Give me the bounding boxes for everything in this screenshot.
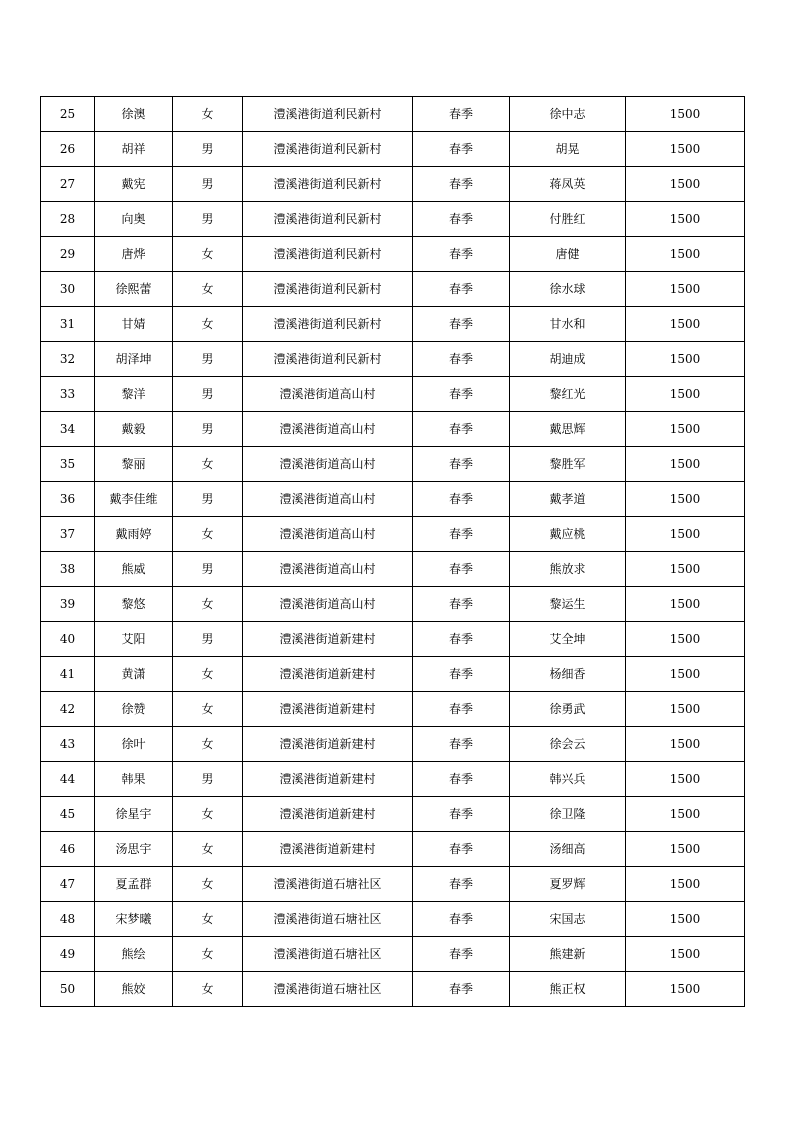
amount-cell: 1500 — [626, 937, 745, 972]
row-number-cell: 46 — [41, 832, 95, 867]
address-cell: 澧溪港街道利民新村 — [243, 342, 413, 377]
student-name-cell: 汤思宇 — [95, 832, 173, 867]
address-cell: 澧溪港街道新建村 — [243, 657, 413, 692]
gender-cell: 女 — [173, 972, 243, 1007]
table-row — [41, 307, 745, 342]
season-cell: 春季 — [413, 762, 510, 797]
address-cell: 澧溪港街道高山村 — [243, 377, 413, 412]
amount-cell: 1500 — [626, 902, 745, 937]
address-cell: 澧溪港街道石塘社区 — [243, 902, 413, 937]
guardian-name-cell: 宋国志 — [510, 902, 626, 937]
guardian-name-cell: 夏罗辉 — [510, 867, 626, 902]
table-row — [41, 97, 745, 132]
row-number-cell: 43 — [41, 727, 95, 762]
guardian-name-cell: 付胜红 — [510, 202, 626, 237]
table-row — [41, 972, 745, 1007]
table-row — [41, 377, 745, 412]
student-name-cell: 唐烨 — [95, 237, 173, 272]
amount-cell: 1500 — [626, 587, 745, 622]
season-cell: 春季 — [413, 727, 510, 762]
guardian-name-cell: 汤细高 — [510, 832, 626, 867]
address-cell: 澧溪港街道高山村 — [243, 552, 413, 587]
gender-cell: 男 — [173, 762, 243, 797]
address-cell: 澧溪港街道高山村 — [243, 517, 413, 552]
gender-cell: 女 — [173, 237, 243, 272]
table-row — [41, 342, 745, 377]
table-row — [41, 762, 745, 797]
student-name-cell: 熊威 — [95, 552, 173, 587]
amount-cell: 1500 — [626, 447, 745, 482]
address-cell: 澧溪港街道利民新村 — [243, 97, 413, 132]
table-row — [41, 622, 745, 657]
roster-table-container — [40, 96, 744, 1007]
table-row — [41, 202, 745, 237]
amount-cell: 1500 — [626, 132, 745, 167]
amount-cell: 1500 — [626, 307, 745, 342]
table-row — [41, 237, 745, 272]
row-number-cell: 50 — [41, 972, 95, 1007]
gender-cell: 男 — [173, 132, 243, 167]
gender-cell: 女 — [173, 867, 243, 902]
gender-cell: 女 — [173, 657, 243, 692]
table-row — [41, 797, 745, 832]
row-number-cell: 38 — [41, 552, 95, 587]
gender-cell: 女 — [173, 692, 243, 727]
table-row — [41, 412, 745, 447]
row-number-cell: 39 — [41, 587, 95, 622]
address-cell: 澧溪港街道高山村 — [243, 482, 413, 517]
row-number-cell: 48 — [41, 902, 95, 937]
student-name-cell: 胡泽坤 — [95, 342, 173, 377]
season-cell: 春季 — [413, 237, 510, 272]
guardian-name-cell: 徐中志 — [510, 97, 626, 132]
address-cell: 澧溪港街道新建村 — [243, 622, 413, 657]
season-cell: 春季 — [413, 167, 510, 202]
season-cell: 春季 — [413, 867, 510, 902]
gender-cell: 男 — [173, 622, 243, 657]
guardian-name-cell: 徐勇武 — [510, 692, 626, 727]
student-name-cell: 熊姣 — [95, 972, 173, 1007]
guardian-name-cell: 徐水球 — [510, 272, 626, 307]
table-row — [41, 937, 745, 972]
row-number-cell: 32 — [41, 342, 95, 377]
row-number-cell: 25 — [41, 97, 95, 132]
amount-cell: 1500 — [626, 97, 745, 132]
table-row — [41, 727, 745, 762]
student-name-cell: 艾阳 — [95, 622, 173, 657]
season-cell: 春季 — [413, 552, 510, 587]
table-row — [41, 132, 745, 167]
amount-cell: 1500 — [626, 202, 745, 237]
season-cell: 春季 — [413, 832, 510, 867]
gender-cell: 男 — [173, 482, 243, 517]
season-cell: 春季 — [413, 377, 510, 412]
table-row — [41, 517, 745, 552]
gender-cell: 男 — [173, 167, 243, 202]
guardian-name-cell: 胡迪成 — [510, 342, 626, 377]
row-number-cell: 29 — [41, 237, 95, 272]
guardian-name-cell: 熊放求 — [510, 552, 626, 587]
row-number-cell: 42 — [41, 692, 95, 727]
student-name-cell: 戴李佳维 — [95, 482, 173, 517]
row-number-cell: 47 — [41, 867, 95, 902]
gender-cell: 女 — [173, 727, 243, 762]
guardian-name-cell: 韩兴兵 — [510, 762, 626, 797]
guardian-name-cell: 戴孝道 — [510, 482, 626, 517]
row-number-cell: 31 — [41, 307, 95, 342]
table-row — [41, 167, 745, 202]
amount-cell: 1500 — [626, 622, 745, 657]
amount-cell: 1500 — [626, 832, 745, 867]
guardian-name-cell: 艾全坤 — [510, 622, 626, 657]
table-row — [41, 587, 745, 622]
student-name-cell: 徐澳 — [95, 97, 173, 132]
gender-cell: 女 — [173, 517, 243, 552]
amount-cell: 1500 — [626, 972, 745, 1007]
address-cell: 澧溪港街道新建村 — [243, 727, 413, 762]
gender-cell: 女 — [173, 447, 243, 482]
season-cell: 春季 — [413, 412, 510, 447]
student-name-cell: 徐熙蕾 — [95, 272, 173, 307]
gender-cell: 女 — [173, 587, 243, 622]
season-cell: 春季 — [413, 482, 510, 517]
amount-cell: 1500 — [626, 867, 745, 902]
guardian-name-cell: 熊正权 — [510, 972, 626, 1007]
table-row — [41, 832, 745, 867]
guardian-name-cell: 唐健 — [510, 237, 626, 272]
season-cell: 春季 — [413, 97, 510, 132]
gender-cell: 男 — [173, 377, 243, 412]
amount-cell: 1500 — [626, 517, 745, 552]
row-number-cell: 28 — [41, 202, 95, 237]
student-name-cell: 黎悠 — [95, 587, 173, 622]
row-number-cell: 49 — [41, 937, 95, 972]
address-cell: 澧溪港街道利民新村 — [243, 307, 413, 342]
student-name-cell: 徐叶 — [95, 727, 173, 762]
row-number-cell: 30 — [41, 272, 95, 307]
amount-cell: 1500 — [626, 237, 745, 272]
season-cell: 春季 — [413, 622, 510, 657]
season-cell: 春季 — [413, 272, 510, 307]
gender-cell: 女 — [173, 97, 243, 132]
student-name-cell: 黎丽 — [95, 447, 173, 482]
student-name-cell: 向奥 — [95, 202, 173, 237]
amount-cell: 1500 — [626, 727, 745, 762]
address-cell: 澧溪港街道利民新村 — [243, 237, 413, 272]
address-cell: 澧溪港街道利民新村 — [243, 272, 413, 307]
season-cell: 春季 — [413, 342, 510, 377]
student-name-cell: 熊绘 — [95, 937, 173, 972]
season-cell: 春季 — [413, 692, 510, 727]
gender-cell: 女 — [173, 307, 243, 342]
guardian-name-cell: 黎胜军 — [510, 447, 626, 482]
student-name-cell: 夏孟群 — [95, 867, 173, 902]
gender-cell: 男 — [173, 552, 243, 587]
row-number-cell: 44 — [41, 762, 95, 797]
table-row — [41, 692, 745, 727]
guardian-name-cell: 胡晃 — [510, 132, 626, 167]
student-name-cell: 黎洋 — [95, 377, 173, 412]
table-row — [41, 272, 745, 307]
student-name-cell: 甘婧 — [95, 307, 173, 342]
row-number-cell: 37 — [41, 517, 95, 552]
address-cell: 澧溪港街道利民新村 — [243, 202, 413, 237]
gender-cell: 女 — [173, 937, 243, 972]
table-row — [41, 902, 745, 937]
row-number-cell: 40 — [41, 622, 95, 657]
guardian-name-cell: 戴思辉 — [510, 412, 626, 447]
gender-cell: 女 — [173, 797, 243, 832]
table-row — [41, 447, 745, 482]
address-cell: 澧溪港街道高山村 — [243, 587, 413, 622]
student-name-cell: 徐星宇 — [95, 797, 173, 832]
table-row — [41, 552, 745, 587]
amount-cell: 1500 — [626, 342, 745, 377]
guardian-name-cell: 戴应桃 — [510, 517, 626, 552]
season-cell: 春季 — [413, 132, 510, 167]
season-cell: 春季 — [413, 587, 510, 622]
table-row — [41, 657, 745, 692]
guardian-name-cell: 杨细香 — [510, 657, 626, 692]
student-name-cell: 黄潇 — [95, 657, 173, 692]
guardian-name-cell: 黎红光 — [510, 377, 626, 412]
guardian-name-cell: 蒋凤英 — [510, 167, 626, 202]
gender-cell: 男 — [173, 202, 243, 237]
guardian-name-cell: 甘水和 — [510, 307, 626, 342]
address-cell: 澧溪港街道石塘社区 — [243, 937, 413, 972]
address-cell: 澧溪港街道新建村 — [243, 692, 413, 727]
address-cell: 澧溪港街道石塘社区 — [243, 867, 413, 902]
guardian-name-cell: 熊建新 — [510, 937, 626, 972]
student-name-cell: 徐赞 — [95, 692, 173, 727]
row-number-cell: 45 — [41, 797, 95, 832]
row-number-cell: 41 — [41, 657, 95, 692]
season-cell: 春季 — [413, 517, 510, 552]
student-name-cell: 戴毅 — [95, 412, 173, 447]
guardian-name-cell: 黎运生 — [510, 587, 626, 622]
gender-cell: 女 — [173, 902, 243, 937]
table-row — [41, 482, 745, 517]
gender-cell: 男 — [173, 412, 243, 447]
roster-table — [40, 96, 745, 1007]
address-cell: 澧溪港街道高山村 — [243, 412, 413, 447]
season-cell: 春季 — [413, 447, 510, 482]
season-cell: 春季 — [413, 937, 510, 972]
student-name-cell: 胡祥 — [95, 132, 173, 167]
student-name-cell: 戴宪 — [95, 167, 173, 202]
gender-cell: 女 — [173, 272, 243, 307]
row-number-cell: 35 — [41, 447, 95, 482]
amount-cell: 1500 — [626, 377, 745, 412]
row-number-cell: 33 — [41, 377, 95, 412]
address-cell: 澧溪港街道高山村 — [243, 447, 413, 482]
student-name-cell: 韩果 — [95, 762, 173, 797]
amount-cell: 1500 — [626, 657, 745, 692]
season-cell: 春季 — [413, 202, 510, 237]
row-number-cell: 34 — [41, 412, 95, 447]
amount-cell: 1500 — [626, 552, 745, 587]
guardian-name-cell: 徐会云 — [510, 727, 626, 762]
amount-cell: 1500 — [626, 692, 745, 727]
season-cell: 春季 — [413, 657, 510, 692]
address-cell: 澧溪港街道新建村 — [243, 832, 413, 867]
row-number-cell: 26 — [41, 132, 95, 167]
table-row — [41, 867, 745, 902]
amount-cell: 1500 — [626, 762, 745, 797]
amount-cell: 1500 — [626, 272, 745, 307]
amount-cell: 1500 — [626, 412, 745, 447]
address-cell: 澧溪港街道利民新村 — [243, 167, 413, 202]
row-number-cell: 36 — [41, 482, 95, 517]
student-name-cell: 戴雨婷 — [95, 517, 173, 552]
season-cell: 春季 — [413, 902, 510, 937]
gender-cell: 男 — [173, 342, 243, 377]
address-cell: 澧溪港街道新建村 — [243, 762, 413, 797]
address-cell: 澧溪港街道新建村 — [243, 797, 413, 832]
season-cell: 春季 — [413, 797, 510, 832]
guardian-name-cell: 徐卫隆 — [510, 797, 626, 832]
amount-cell: 1500 — [626, 797, 745, 832]
address-cell: 澧溪港街道石塘社区 — [243, 972, 413, 1007]
season-cell: 春季 — [413, 307, 510, 342]
student-name-cell: 宋梦曦 — [95, 902, 173, 937]
address-cell: 澧溪港街道利民新村 — [243, 132, 413, 167]
season-cell: 春季 — [413, 972, 510, 1007]
amount-cell: 1500 — [626, 167, 745, 202]
amount-cell: 1500 — [626, 482, 745, 517]
row-number-cell: 27 — [41, 167, 95, 202]
gender-cell: 女 — [173, 832, 243, 867]
roster-table-body — [41, 97, 745, 1007]
